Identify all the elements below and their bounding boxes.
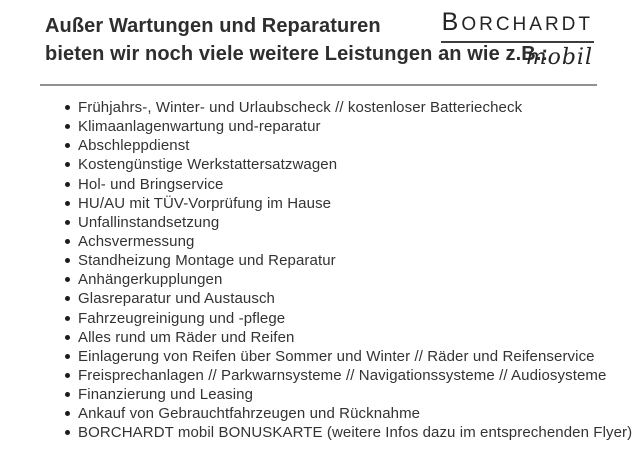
list-item-label: Glasreparatur und Austausch <box>78 290 275 308</box>
bullet-icon <box>65 411 70 416</box>
list-item <box>65 289 632 308</box>
intro-line-1: Außer Wartungen und Reparaturen <box>45 15 381 37</box>
divider-line <box>40 84 597 86</box>
bullet-icon <box>65 258 70 263</box>
list-item <box>65 347 632 366</box>
bullet-icon <box>65 143 70 148</box>
services-list <box>65 98 632 443</box>
list-item <box>65 328 632 347</box>
list-item-label: Einlagerung von Reifen über Sommer und Winter // Räder und Reifenservice <box>78 347 595 365</box>
list-item-label: BORCHARDT mobil BONUSKARTE (weitere Infos dazu im entsprechenden Flyer) <box>78 424 633 442</box>
bullet-icon <box>65 182 70 187</box>
list-item-label: Klimaanlagenwartung und-reparatur <box>78 118 321 136</box>
bullet-icon <box>65 316 70 321</box>
logo-script: mobil <box>525 45 593 70</box>
list-item-label: Achsvermessung <box>78 232 195 250</box>
list-item <box>65 251 632 270</box>
bullet-icon <box>65 296 70 301</box>
list-item <box>65 232 632 251</box>
list-item-label: Hol- und Bringservice <box>78 175 224 193</box>
bullet-icon <box>65 201 70 206</box>
list-item <box>65 213 632 232</box>
bullet-icon <box>65 124 70 129</box>
list-item <box>65 270 632 289</box>
bullet-icon <box>65 105 70 110</box>
bullet-icon <box>65 354 70 359</box>
bullet-icon <box>65 392 70 397</box>
bullet-icon <box>65 373 70 378</box>
list-item <box>65 309 632 328</box>
list-item <box>65 155 632 174</box>
list-item-label: Anhängerkupplungen <box>78 271 223 289</box>
list-item-label: Standheizung Montage und Reparatur <box>78 252 336 270</box>
list-item-label: Kostengünstige Werkstattersatzwagen <box>78 156 338 174</box>
list-item-label: Finanzierung und Leasing <box>78 386 254 404</box>
list-item <box>65 136 632 155</box>
bullet-icon <box>65 239 70 244</box>
list-item <box>65 194 632 213</box>
list-item <box>65 98 632 117</box>
list-item <box>65 175 632 194</box>
list-item-label: Alles rund um Räder und Reifen <box>78 328 295 346</box>
list-item-label: Freisprechanlagen // Parkwarnsysteme // Navigationssysteme // Audiosysteme <box>78 366 607 384</box>
list-item <box>65 404 632 423</box>
intro-line-2: bieten wir noch viele weitere Leistungen an wie z.B.: <box>45 43 549 65</box>
list-item-label: HU/AU mit TÜV-Vorprüfung im Hause <box>78 194 332 212</box>
list-item <box>65 423 632 442</box>
list-item-label: Abschleppdienst <box>78 137 190 155</box>
borchardt-logo <box>441 10 594 70</box>
list-item-label: Unfallinstandsetzung <box>78 213 220 231</box>
bullet-icon <box>65 162 70 167</box>
bullet-icon <box>65 220 70 225</box>
logo-wordmark: BORCHARDT <box>441 10 594 43</box>
bullet-icon <box>65 277 70 282</box>
bullet-icon <box>65 430 70 435</box>
list-item <box>65 366 632 385</box>
list-item <box>65 385 632 404</box>
list-item-label: Ankauf von Gebrauchtfahrzeugen und Rücknahme <box>78 405 421 423</box>
list-item-label: Frühjahrs-, Winter- und Urlaubscheck // kostenloser Batteriecheck <box>78 99 523 116</box>
list-item-label: Fahrzeugreinigung und -pflege <box>78 309 286 327</box>
bullet-icon <box>65 335 70 340</box>
list-item <box>65 117 632 136</box>
